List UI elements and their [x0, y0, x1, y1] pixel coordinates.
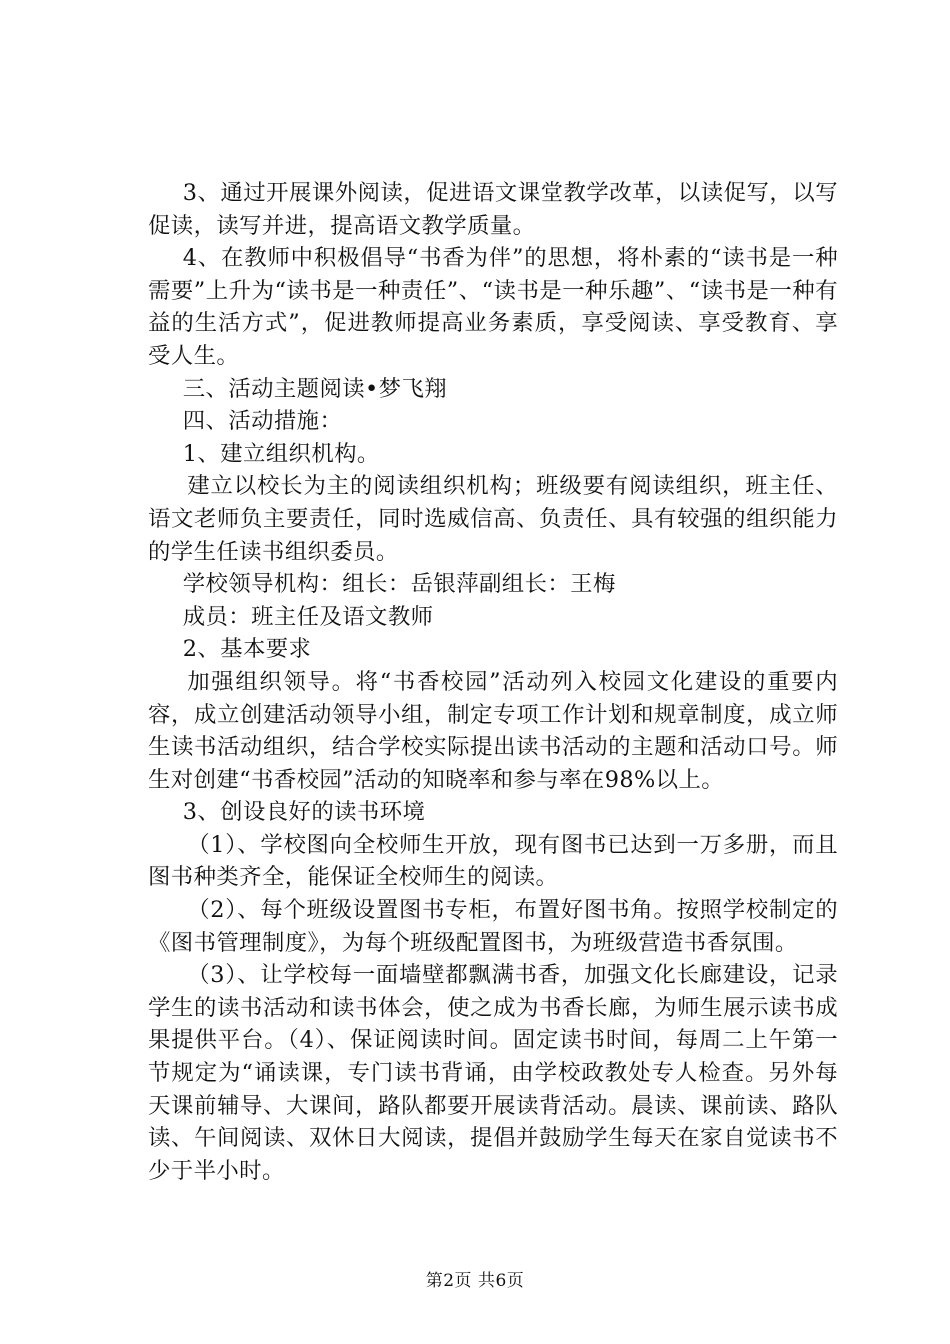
paragraph-wall-and-time: （3）、让学校每一面墙壁都飘满书香，加强文化长廊建设，记录学生的读书活动和读书体会，使之成为书香长廊，为师生展示读书成果提供平台。（4）、保证阅读时间。固定读书时间，每周二上午第一节规定为“诵读课，专门读书背诵，由学校政教处专人检查。另外每天课前辅导、大课间，路队都要开展读背活动。晨读、课前读、路队读、午间阅读、双休日大阅读，提倡并鼓励学生每天在家自觉读书不少于半小时。 — [148, 962, 838, 1184]
heading-activity-measures: 四、活动措施： — [182, 408, 343, 435]
heading-basic-requirements: 2、基本要求 — [182, 636, 312, 663]
paragraph-members: 成员：班主任及语文教师 — [182, 603, 434, 630]
heading-activity-theme: 三、活动主题阅读•梦飞翔 — [182, 375, 448, 402]
paragraph-library: （1）、学校图向全校师生开放，现有图书已达到一万多册，而且图书种类齐全，能保证全校师生的阅读。 — [148, 831, 838, 891]
document-body — [148, 177, 838, 1187]
paragraph-organization: 建立以校长为主的阅读组织机构；班级要有阅读组织，班主任、语文老师负主要责任，同时选威信高、负责任、具有较强的组织能力的学生任读书组织委员。 — [148, 473, 838, 565]
paragraph-leadership: 学校领导机构：组长：岳银萍副组长：王梅 — [182, 571, 616, 598]
heading-reading-environment: 3、创设良好的读书环境 — [182, 799, 426, 826]
paragraph-class-bookshelf: （2）、每个班级设置图书专柜，布置好图书角。按照学校制定的《图书管理制度》，为每个班级配置图书，为班级营造书香氛围。 — [148, 897, 838, 956]
paragraph-goal-4: 4、在教师中积极倡导“书香为伴”的思想，将朴素的“读书是一种需要”上升为“读书是一种责任”、“读书是一种乐趣”、“读书是一种有益的生活方式”，促进教师提高业务素质，享受阅读、享受教育、享受人生。 — [148, 245, 838, 369]
paragraph-requirements: 加强组织领导。将“书香校园”活动列入校园文化建设的重要内容，成立创建活动领导小组，制定专项工作计划和规章制度，成立师生读书活动组织，结合学校实际提出读书活动的主题和活动口号。师生对创建“书香校园”活动的知晓率和参与率在98%以上。 — [148, 668, 838, 793]
paragraph-goal-3: 3、通过开展课外阅读，促进语文课堂教学改革，以读促写，以写促读，读写并进，提高语文教学质量。 — [148, 180, 838, 239]
page-footer: 第2页 共6页 — [425, 1271, 525, 1291]
heading-organization: 1、建立组织机构。 — [182, 440, 380, 467]
